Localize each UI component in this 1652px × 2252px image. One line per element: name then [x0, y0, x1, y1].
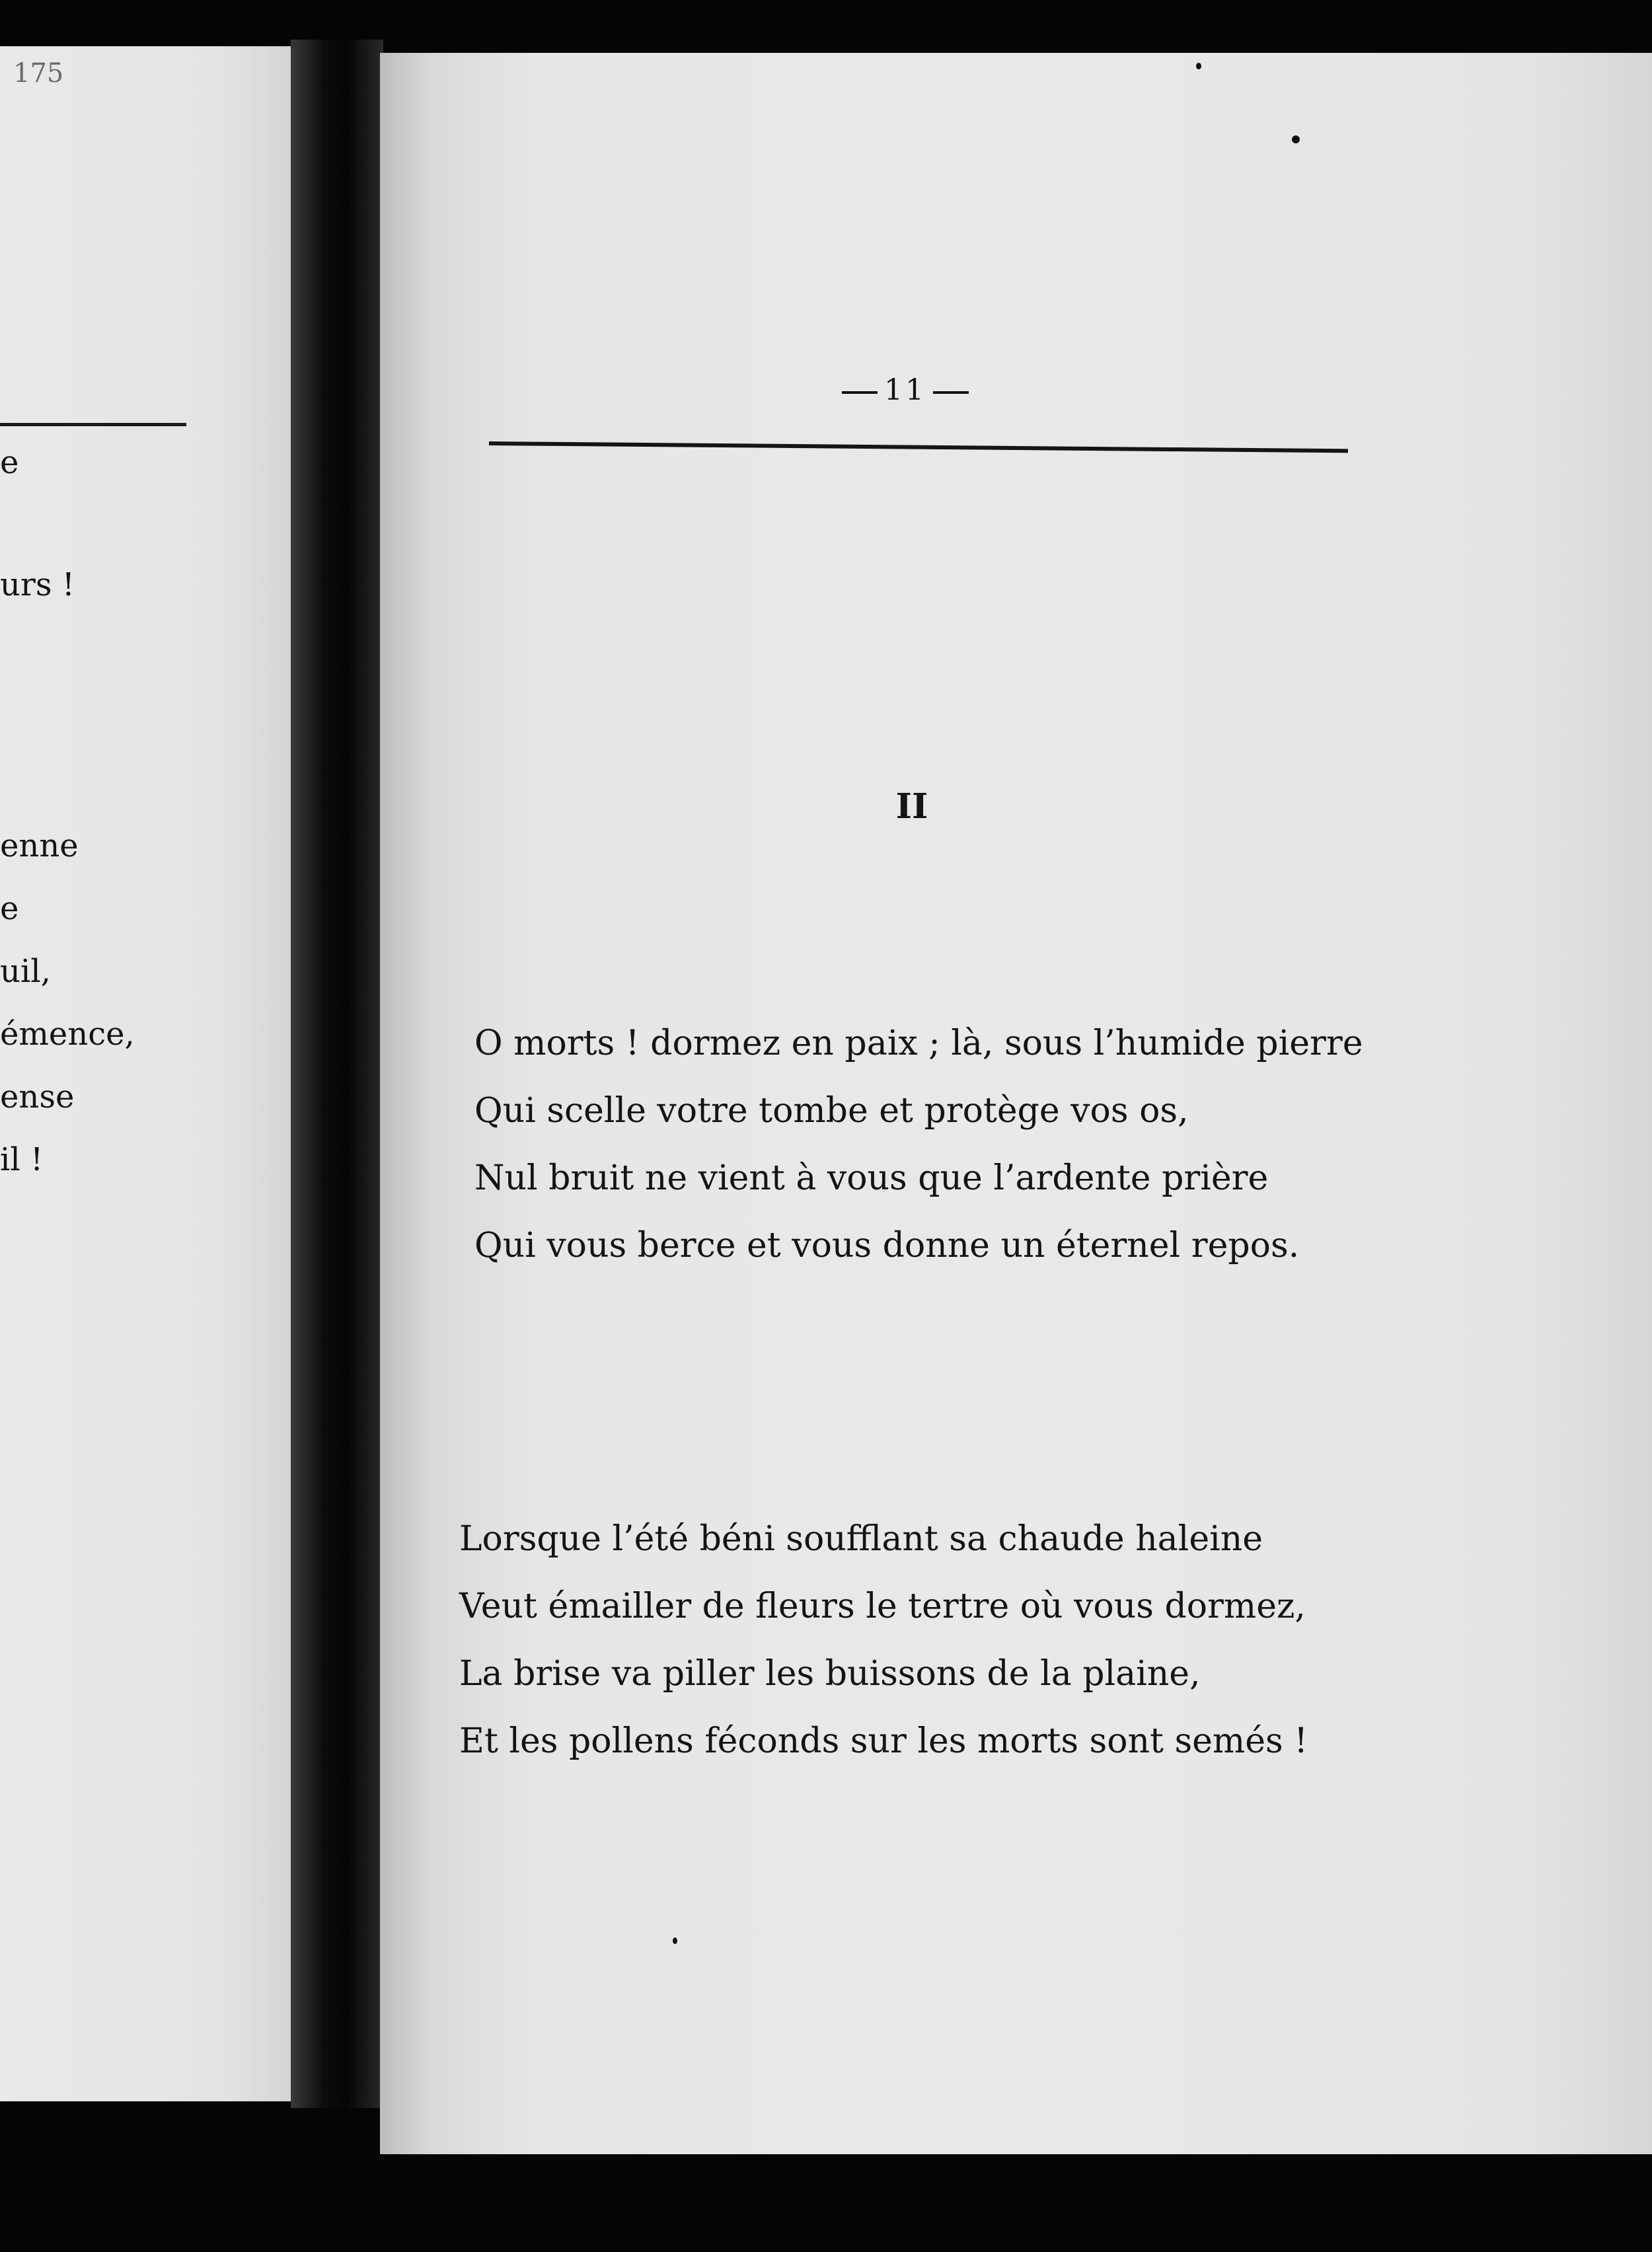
verse-line: Veut émailler de fleurs le tertre où vous dormez,	[459, 1587, 1306, 1626]
verse-line: Et les pollens féconds sur les morts sont semés !	[459, 1721, 1308, 1761]
verse-line: Nul bruit ne vient à vous que l’ardente prière	[474, 1158, 1269, 1198]
left-verse-fragment: uil,	[0, 953, 51, 990]
verse-line: O morts ! dormez en paix ; là, sous l’humide pierre	[474, 1024, 1363, 1063]
left-page	[0, 46, 316, 2101]
speck	[1196, 63, 1201, 69]
verse-line: Qui scelle votre tombe et protège vos os,	[474, 1091, 1189, 1131]
book-spine	[291, 40, 383, 2108]
dash-right	[933, 391, 969, 394]
page-number-text: 11	[884, 373, 926, 407]
dash-left	[842, 391, 878, 394]
left-verse-fragment: émence,	[0, 1016, 135, 1053]
handwritten-note: 175	[13, 58, 64, 89]
stanza-1	[474, 1010, 1363, 1279]
stanza-2	[459, 1505, 1308, 1775]
speck	[1292, 135, 1300, 143]
left-verse-fragment: enne	[0, 827, 79, 864]
speck	[673, 1937, 677, 1944]
verse-line: La brise va piller les buissons de la plaine,	[459, 1654, 1201, 1694]
page-number	[806, 373, 1004, 407]
left-verse-fragment: ense	[0, 1078, 75, 1115]
left-verse-fragment: urs !	[0, 566, 75, 603]
left-header-rule	[0, 423, 186, 426]
left-verse-fragment: e	[0, 890, 19, 927]
verse-line: Lorsque l’été béni soufflant sa chaude haleine	[459, 1519, 1263, 1559]
section-title: II	[895, 786, 928, 827]
left-verse-fragment: il !	[0, 1141, 44, 1178]
left-verse-fragment: e	[0, 444, 19, 481]
verse-line: Qui vous berce et vous donne un éternel repos.	[474, 1226, 1300, 1265]
